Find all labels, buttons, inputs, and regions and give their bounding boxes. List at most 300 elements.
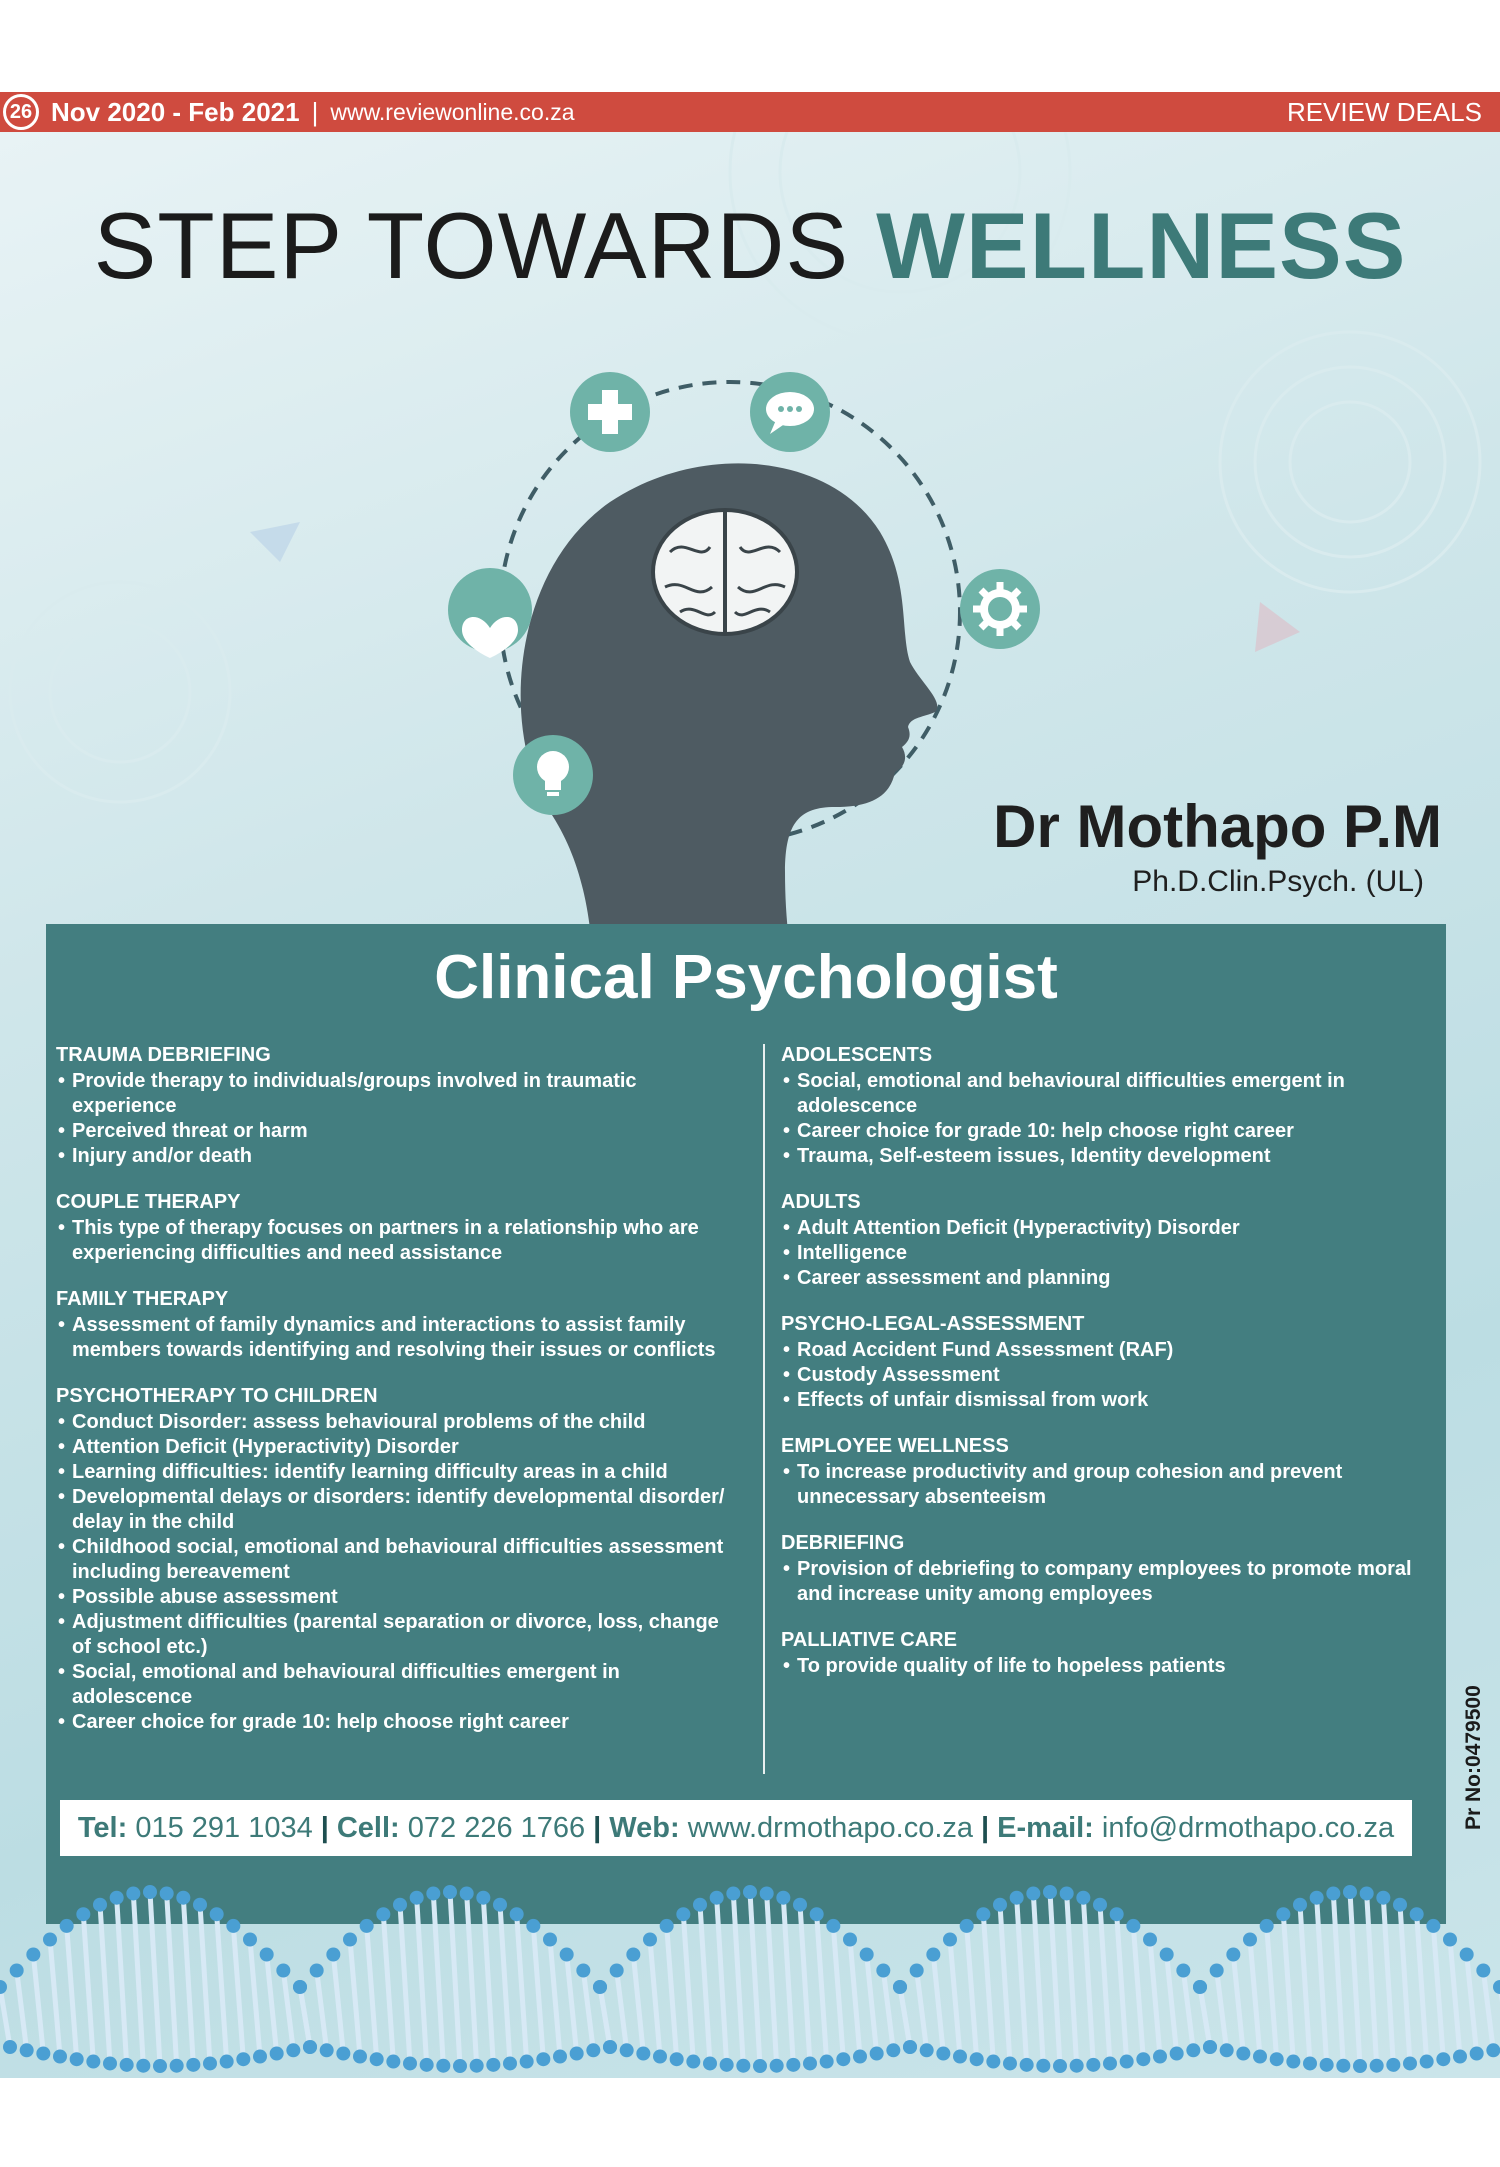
dna-node xyxy=(726,1886,740,1900)
dna-rung xyxy=(367,1926,377,2059)
dna-rung xyxy=(850,1940,860,2057)
dna-node xyxy=(953,2050,967,2064)
column-divider xyxy=(763,1044,765,1774)
dna-node xyxy=(1270,2052,1284,2066)
dna-rung xyxy=(1267,1926,1277,2059)
service-item: • Conduct Disorder: assess behavioural problems of the child xyxy=(72,1410,736,1435)
dna-node xyxy=(603,2040,617,2054)
dna-node xyxy=(1453,2050,1467,2064)
dna-rung xyxy=(767,1893,777,2065)
dna-rung xyxy=(133,1893,143,2065)
dna-rung xyxy=(67,1926,77,2059)
dna-rung xyxy=(1350,1892,1360,2066)
cell-number[interactable]: 072 226 1766 xyxy=(407,1811,586,1844)
dna-node xyxy=(1093,1898,1107,1912)
dna-rung xyxy=(1467,1955,1477,2054)
dna-node xyxy=(820,2055,834,2069)
dna-rung xyxy=(533,1926,543,2059)
service-section-title: ADOLESCENTS xyxy=(781,1044,933,1066)
dna-node xyxy=(1193,1980,1207,1994)
dna-rung xyxy=(500,1905,510,2064)
dna-rung xyxy=(800,1905,810,2064)
dna-node xyxy=(176,1891,190,1905)
dna-node xyxy=(976,1907,990,1921)
dna-rung xyxy=(483,1898,493,2065)
dna-node xyxy=(470,2059,484,2073)
dna-node xyxy=(1086,2058,1100,2072)
service-list xyxy=(56,1069,736,1169)
dna-node xyxy=(1460,1948,1474,1962)
service-section xyxy=(781,1044,1441,1169)
service-item: • Provision of debriefing to company employees to promote moral and increase unity among employees xyxy=(797,1557,1441,1607)
dna-rung xyxy=(1150,1940,1160,2057)
dna-node xyxy=(1276,1907,1290,1921)
web-label: Web: xyxy=(609,1811,680,1844)
dna-rung xyxy=(433,1893,443,2065)
dna-node xyxy=(1376,1891,1390,1905)
issue-date: Nov 2020 - Feb 2021 xyxy=(51,96,300,127)
dna-rung xyxy=(783,1898,793,2065)
dna-node xyxy=(293,1980,307,1994)
dna-node xyxy=(193,1898,207,1912)
dna-node xyxy=(786,2058,800,2072)
dna-rung xyxy=(17,1971,27,2051)
dna-node xyxy=(336,2046,350,2060)
service-section xyxy=(781,1191,1441,1291)
dna-node xyxy=(593,1980,607,1994)
contact-bar: Tel: 015 291 1034 | Cell: 072 226 1766 | Web: www.drmothapo.co.za | E-mail: info@drmothapo.co.za xyxy=(60,1800,1412,1856)
services-panel xyxy=(46,924,1446,1924)
dna-rung xyxy=(200,1905,210,2064)
dna-node xyxy=(943,1933,957,1947)
service-section-title: EMPLOYEE WELLNESS xyxy=(781,1435,1009,1457)
dna-rung xyxy=(567,1955,577,2054)
dna-node xyxy=(853,2050,867,2064)
page-number-badge: 26 xyxy=(3,94,39,130)
dna-node xyxy=(670,2052,684,2066)
dna-node xyxy=(1026,1886,1040,1900)
dna-node xyxy=(503,2056,517,2070)
page-header-bar xyxy=(0,92,1500,132)
service-section-title: PALLIATIVE CARE xyxy=(781,1629,957,1651)
dna-rung xyxy=(167,1893,177,2065)
service-section xyxy=(56,1385,736,1735)
dna-rung xyxy=(617,1971,627,2051)
dna-rung xyxy=(1300,1905,1310,2064)
dna-rung xyxy=(1117,1914,1127,2061)
dna-node xyxy=(1043,1885,1057,1899)
dna-rung xyxy=(950,1940,960,2057)
dna-node xyxy=(1076,1891,1090,1905)
dna-node xyxy=(1136,2052,1150,2066)
service-list xyxy=(781,1216,1441,1291)
dna-rung xyxy=(667,1926,677,2059)
dna-node xyxy=(360,1919,374,1933)
dna-rung xyxy=(1283,1914,1293,2061)
service-list xyxy=(781,1557,1441,1607)
dna-node xyxy=(686,2055,700,2069)
dna-rung xyxy=(450,1892,460,2066)
dna-node xyxy=(510,1907,524,1921)
dna-node xyxy=(1360,1886,1374,1900)
dna-node xyxy=(1486,2043,1500,2057)
dna-node xyxy=(10,1964,24,1978)
service-section xyxy=(56,1044,736,1169)
dna-node xyxy=(1110,1907,1124,1921)
dna-node xyxy=(986,2055,1000,2069)
dna-node xyxy=(126,1886,140,1900)
dna-rung xyxy=(867,1955,877,2054)
dna-node xyxy=(20,2043,34,2057)
dna-node xyxy=(326,1948,340,1962)
service-section-title: ADULTS xyxy=(781,1191,861,1213)
dna-node xyxy=(1370,2059,1384,2073)
dna-rung xyxy=(117,1898,127,2065)
dna-node xyxy=(1426,1919,1440,1933)
dna-rung xyxy=(283,1971,293,2051)
dna-node xyxy=(1476,1964,1490,1978)
dna-node xyxy=(520,2055,534,2069)
email-label: E-mail: xyxy=(997,1811,1094,1844)
dna-node xyxy=(436,2059,450,2073)
service-item: • Injury and/or death xyxy=(72,1144,736,1169)
service-item: • Assessment of family dynamics and interactions to assist family members towards identifying and resolving their issues or conflicts xyxy=(72,1313,736,1363)
dna-node xyxy=(1293,1898,1307,1912)
service-list xyxy=(56,1216,736,1266)
dna-node xyxy=(320,2043,334,2057)
dna-node xyxy=(86,2055,100,2069)
service-item: • Perceived threat or harm xyxy=(72,1119,736,1144)
dna-node xyxy=(1410,1907,1424,1921)
service-section-title: DEBRIEFING xyxy=(781,1532,905,1554)
service-list xyxy=(56,1313,736,1363)
service-item: • Road Accident Fund Assessment (RAF) xyxy=(797,1338,1441,1363)
dna-node xyxy=(1036,2059,1050,2073)
dna-node xyxy=(1126,1919,1140,1933)
service-item: • Attention Deficit (Hyperactivity) Disorder xyxy=(72,1435,736,1460)
dna-rung xyxy=(1433,1926,1443,2059)
dna-node xyxy=(1303,2056,1317,2070)
doctor-credentials xyxy=(993,792,1442,899)
dna-rung xyxy=(917,1971,927,2051)
dna-node xyxy=(1326,1886,1340,1900)
dna-rung xyxy=(900,1987,910,2047)
dna-node xyxy=(60,1919,74,1933)
dna-rung xyxy=(1333,1893,1343,2065)
publication-website[interactable]: www.reviewonline.co.za xyxy=(330,98,575,125)
dna-node xyxy=(70,2052,84,2066)
dna-node xyxy=(1120,2055,1134,2069)
service-section xyxy=(56,1288,736,1363)
dna-node xyxy=(1003,2056,1017,2070)
services-right-column xyxy=(781,1044,1441,1701)
dna-node xyxy=(1176,1964,1190,1978)
poster-title xyxy=(0,192,1500,300)
dna-node xyxy=(1353,2059,1367,2073)
dna-node xyxy=(870,2046,884,2060)
dna-rung xyxy=(1217,1971,1227,2051)
service-list xyxy=(781,1069,1441,1169)
service-section xyxy=(781,1435,1441,1510)
dna-rung xyxy=(33,1955,43,2054)
dna-rung xyxy=(1367,1893,1377,2065)
dna-node xyxy=(493,1898,507,1912)
service-list xyxy=(56,1410,736,1735)
dna-rung xyxy=(1250,1940,1260,2057)
dna-node xyxy=(76,1907,90,1921)
service-item: • Career choice for grade 10: help choose right career xyxy=(72,1710,736,1735)
dna-node xyxy=(536,2052,550,2066)
dna-node xyxy=(720,2058,734,2072)
dna-node xyxy=(243,1933,257,1947)
service-section xyxy=(781,1313,1441,1413)
service-item: • Possible abuse assessment xyxy=(72,1585,736,1610)
dna-node xyxy=(153,2059,167,2073)
email-link[interactable]: info@drmothapo.co.za xyxy=(1101,1811,1395,1844)
dna-node xyxy=(1470,2046,1484,2060)
dna-node xyxy=(370,2052,384,2066)
dna-node xyxy=(836,2052,850,2066)
dna-node xyxy=(903,2040,917,2054)
tel-number[interactable]: 015 291 1034 xyxy=(135,1811,313,1844)
gear-icon xyxy=(960,569,1040,649)
dna-rung xyxy=(967,1926,977,2059)
service-item: • Provide therapy to individuals/groups involved in traumatic experience xyxy=(72,1069,736,1119)
dna-rung xyxy=(733,1893,743,2065)
dna-node xyxy=(560,1948,574,1962)
header-separator: | xyxy=(311,96,319,127)
dna-node xyxy=(376,1907,390,1921)
dna-rung xyxy=(1233,1955,1243,2054)
dna-node xyxy=(420,2058,434,2072)
cell-label: Cell: xyxy=(336,1811,400,1844)
dna-node xyxy=(486,2058,500,2072)
dna-rung xyxy=(983,1914,993,2061)
dna-node xyxy=(1153,2050,1167,2064)
dna-node xyxy=(460,1886,474,1900)
dna-rung xyxy=(400,1905,410,2064)
dna-node xyxy=(26,1948,40,1962)
dna-node xyxy=(253,2050,267,2064)
dna-node xyxy=(286,2043,300,2057)
dna-node xyxy=(443,1885,457,1899)
service-item: • Intelligence xyxy=(797,1241,1441,1266)
service-list xyxy=(781,1338,1441,1413)
dna-node xyxy=(793,1898,807,1912)
plus-icon xyxy=(570,372,650,452)
dna-node xyxy=(343,1933,357,1947)
dna-node xyxy=(1020,2058,1034,2072)
dna-rung xyxy=(1450,1940,1460,2057)
dna-rung xyxy=(1400,1905,1410,2064)
service-item: • Trauma, Self-esteem issues, Identity development xyxy=(797,1144,1441,1169)
dna-node xyxy=(1243,1933,1257,1947)
dna-node xyxy=(310,1964,324,1978)
dna-node xyxy=(803,2056,817,2070)
service-section-title: COUPLE THERAPY xyxy=(56,1191,241,1213)
dna-node xyxy=(0,1980,7,1994)
dna-node xyxy=(1160,1948,1174,1962)
heart-icon xyxy=(448,568,532,658)
dna-node xyxy=(386,2055,400,2069)
dna-node xyxy=(1336,2059,1350,2073)
dna-node xyxy=(620,2043,634,2057)
service-item: • Childhood social, emotional and behavioural difficulties assessment including bereavement xyxy=(72,1535,736,1585)
dna-node xyxy=(570,2046,584,2060)
service-item: • To provide quality of life to hopeless patients xyxy=(797,1654,1441,1679)
service-item: • This type of therapy focuses on partners in a relationship who are experiencing difficulties and need assistance xyxy=(72,1216,736,1266)
dna-node xyxy=(910,1964,924,1978)
dna-node xyxy=(1226,1948,1240,1962)
dna-node xyxy=(653,2050,667,2064)
dna-rung xyxy=(250,1940,260,2057)
dna-rung xyxy=(683,1914,693,2061)
dna-rung xyxy=(1083,1898,1093,2065)
service-item: • Developmental delays or disorders: identify developmental disorder/ delay in the child xyxy=(72,1485,736,1535)
dna-node xyxy=(1186,2043,1200,2057)
dna-node xyxy=(303,2040,317,2054)
dna-rung xyxy=(1000,1905,1010,2064)
dna-node xyxy=(136,2059,150,2073)
dna-node xyxy=(993,1898,1007,1912)
dna-node xyxy=(260,1948,274,1962)
dna-rung xyxy=(933,1955,943,2054)
dna-node xyxy=(393,1898,407,1912)
dna-rung xyxy=(467,1893,477,2065)
dna-node xyxy=(36,2046,50,2060)
dna-node xyxy=(760,1886,774,1900)
dna-rung xyxy=(350,1940,360,2057)
doctor-qualification: Ph.D.Clin.Psych. (UL) xyxy=(1132,865,1424,898)
dna-helix xyxy=(0,1872,1500,2078)
service-item: • Adjustment difficulties (parental separation or divorce, loss, change of school etc.) xyxy=(72,1610,736,1660)
title-part-1: STEP TOWARDS xyxy=(93,193,850,298)
dna-node xyxy=(120,2058,134,2072)
dna-node xyxy=(1236,2046,1250,2060)
panel-heading: Clinical Psychologist xyxy=(434,943,1058,1012)
dna-rung xyxy=(1033,1893,1043,2065)
dna-node xyxy=(743,1885,757,1899)
service-item: • Career choice for grade 10: help choose right career xyxy=(797,1119,1441,1144)
service-item: • Custody Assessment xyxy=(797,1363,1441,1388)
dna-rung xyxy=(417,1898,427,2065)
service-item: • Effects of unfair dismissal from work xyxy=(797,1388,1441,1413)
dna-node xyxy=(1253,2050,1267,2064)
service-section xyxy=(781,1532,1441,1607)
service-item: • Learning difficulties: identify learning difficulty areas in a child xyxy=(72,1460,736,1485)
dna-node xyxy=(3,2040,17,2054)
dna-node xyxy=(1060,1886,1074,1900)
dna-node xyxy=(143,1885,157,1899)
dna-node xyxy=(220,2055,234,2069)
lightbulb-icon xyxy=(513,735,593,815)
dna-rung xyxy=(333,1955,343,2054)
dna-node xyxy=(1220,2043,1234,2057)
dna-rung xyxy=(233,1926,243,2059)
dna-node xyxy=(543,1933,557,1947)
doctor-name: Dr Mothapo P.M xyxy=(993,793,1442,860)
dna-node xyxy=(586,2043,600,2057)
dna-node xyxy=(160,1886,174,1900)
dna-node xyxy=(893,1980,907,1994)
dna-node xyxy=(643,1933,657,1947)
dna-node xyxy=(1493,1980,1500,1994)
dna-node xyxy=(526,1919,540,1933)
dna-node xyxy=(1010,1891,1024,1905)
service-item: • Social, emotional and behavioural difficulties emergent in adolescence xyxy=(72,1660,736,1710)
service-section-title: PSYCHOTHERAPY TO CHILDREN xyxy=(56,1385,378,1407)
dna-node xyxy=(203,2056,217,2070)
dna-node xyxy=(710,1891,724,1905)
dna-node xyxy=(226,1919,240,1933)
dna-rung xyxy=(1383,1898,1393,2065)
tel-label: Tel: xyxy=(77,1811,128,1844)
dna-rung xyxy=(317,1971,327,2051)
dna-node xyxy=(236,2052,250,2066)
dna-node xyxy=(453,2059,467,2073)
service-list xyxy=(781,1460,1441,1510)
dna-node xyxy=(1420,2055,1434,2069)
dna-rung xyxy=(217,1914,227,2061)
dna-rung xyxy=(583,1971,593,2051)
dna-rung xyxy=(833,1926,843,2059)
dna-node xyxy=(1203,2040,1217,2054)
dna-node xyxy=(1386,2058,1400,2072)
dna-node xyxy=(1403,2056,1417,2070)
dna-node xyxy=(876,1964,890,1978)
dna-node xyxy=(960,1919,974,1933)
dna-node xyxy=(1393,1898,1407,1912)
dna-node xyxy=(53,2050,67,2064)
dna-rung xyxy=(1167,1955,1177,2054)
dna-node xyxy=(1436,2052,1450,2066)
dna-node xyxy=(1170,2046,1184,2060)
dna-rung xyxy=(750,1892,760,2066)
dna-rung xyxy=(83,1914,93,2061)
dna-rung xyxy=(383,1914,393,2061)
dna-node xyxy=(676,1907,690,1921)
services-left-column xyxy=(56,1044,736,1757)
dna-node xyxy=(770,2059,784,2073)
dna-rung xyxy=(717,1898,727,2065)
service-item: • To increase productivity and group cohesion and prevent unnecessary absenteeism xyxy=(797,1460,1441,1510)
dna-node xyxy=(1286,2055,1300,2069)
web-link[interactable]: www.drmothapo.co.za xyxy=(687,1811,974,1844)
dna-node xyxy=(403,2056,417,2070)
dna-node xyxy=(1210,1964,1224,1978)
dna-node xyxy=(170,2059,184,2073)
dna-rung xyxy=(1133,1926,1143,2059)
dna-rung xyxy=(1200,1987,1210,2047)
service-section-title: FAMILY THERAPY xyxy=(56,1288,229,1310)
dna-node xyxy=(636,2046,650,2060)
dna-node xyxy=(610,1964,624,1978)
dna-rung xyxy=(1183,1971,1193,2051)
dna-rung xyxy=(550,1940,560,2057)
dna-node xyxy=(276,1964,290,1978)
dna-node xyxy=(843,1933,857,1947)
dna-node xyxy=(1320,2058,1334,2072)
dna-node xyxy=(776,1891,790,1905)
practice-number: Pr No:0479500 xyxy=(1462,1685,1485,1830)
dna-node xyxy=(410,1891,424,1905)
dna-node xyxy=(270,2046,284,2060)
service-item: • Career assessment and planning xyxy=(797,1266,1441,1291)
dna-node xyxy=(1260,1919,1274,1933)
dna-node xyxy=(626,1948,640,1962)
dna-node xyxy=(920,2043,934,2057)
dna-rung xyxy=(700,1905,710,2064)
